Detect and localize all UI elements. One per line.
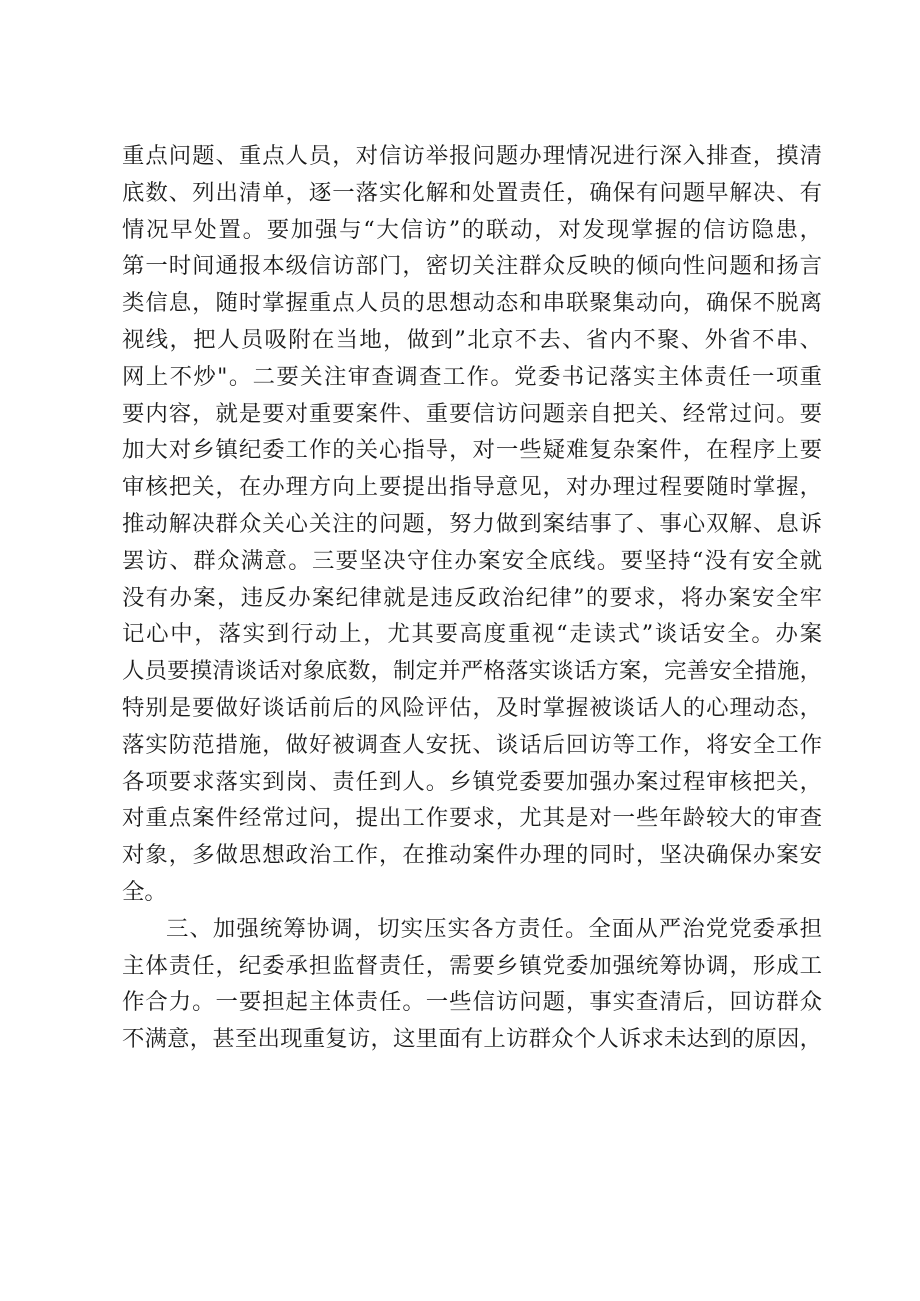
- paragraph-1-line: 加大对乡镇纪委工作的关心指导，对一些疑难复杂案件，在程序上要: [122, 437, 822, 464]
- paragraph-1-line: 各项要求落实到岗、责任到人。乡镇党委要加强办案过程审核把关，: [122, 768, 822, 795]
- body-text: [122, 138, 822, 1058]
- paragraph-1-line: 重点问题、重点人员，对信访举报问题办理情况进行深入排查，摸清: [122, 143, 822, 169]
- paragraph-2-line: 主体责任，纪委承担监督责任，需要乡镇党委加强统筹协调，形成工: [122, 952, 822, 979]
- paragraph-1-line: 网上不炒"。二要关注审查调查工作。党委书记落实主体责任一项重: [122, 363, 822, 390]
- paragraph-1-line: 对象，多做思想政治工作，在推动案件办理的同时，坚决确保办案安: [122, 842, 822, 869]
- paragraph-1-line: 特别是要做好谈话前后的风险评估，及时掌握被谈话人的心理动态，: [122, 694, 822, 721]
- paragraph-1-line: 推动解决群众关心关注的问题，努力做到案结事了、事心双解、息诉: [122, 510, 822, 537]
- paragraph-1-line: 记心中，落实到行动上，尤其要高度重视“走读式”谈话安全。办案: [122, 621, 822, 648]
- paragraph-1-line: 没有办案，违反办案纪律就是违反政治纪律”的要求，将办案安全牢: [122, 584, 822, 611]
- paragraph-1-line: 底数、列出清单，逐一落实化解和处置责任，确保有问题早解决、有: [122, 179, 822, 206]
- paragraph-1-line: 类信息，随时掌握重点人员的思想动态和串联聚集动向，确保不脱离: [122, 290, 822, 317]
- paragraph-1-line: 审核把关，在办理方向上要提出指导意见，对办理过程要随时掌握，: [122, 474, 822, 501]
- paragraph-1-line: 落实防范措施，做好被调查人安抚、谈话后回访等工作，将安全工作: [122, 731, 822, 758]
- paragraph-2-first-line: 三、加强统筹协调，切实压实各方责任。全面从严治党党委承担: [166, 915, 822, 942]
- paragraph-2-line: 不满意，甚至出现重复访，这里面有上访群众个人诉求未达到的原因，: [122, 1026, 822, 1053]
- paragraph-1-line: 罢访、群众满意。三要坚决守住办案安全底线。要坚持“没有安全就: [122, 547, 822, 574]
- paragraph-2-line: 作合力。一要担起主体责任。一些信访问题，事实查清后，回访群众: [122, 989, 822, 1016]
- paragraph-1-line: 第一时间通报本级信访部门，密切关注群众反映的倾向性问题和扬言: [122, 253, 822, 280]
- paragraph-1-line: 情况早处置。要加强与“大信访”的联动，对发现掌握的信访隐患，: [122, 216, 822, 243]
- paragraph-1-line: 对重点案件经常过问，提出工作要求，尤其是对一些年龄较大的审查: [122, 805, 822, 832]
- paragraph-1-line: 视线，把人员吸附在当地，做到”北京不去、省内不聚、外省不串、: [122, 326, 822, 353]
- paragraph-1-last-line: 全。: [122, 878, 167, 905]
- paragraph-1-line: 人员要摸清谈话对象底数，制定并严格落实谈话方案，完善安全措施，: [122, 658, 822, 685]
- paragraph-1-line: 要内容，就是要对重要案件、重要信访问题亲自把关、经常过问。要: [122, 400, 822, 427]
